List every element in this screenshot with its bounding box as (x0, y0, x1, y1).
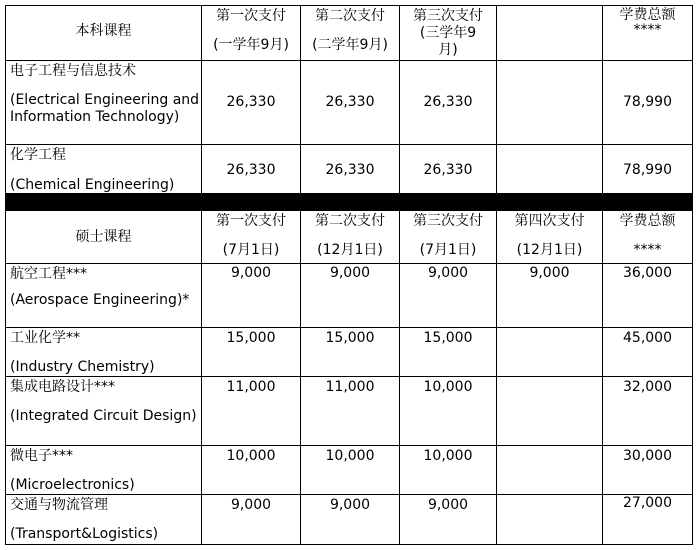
payment-label: 第二次支付 (315, 8, 385, 24)
course-cell (6, 328, 202, 377)
payment-value: 10,000 (423, 379, 473, 395)
course-name-cn: 集成电路设计*** (10, 379, 115, 395)
course-name-en: (Industry Chemistry) (10, 359, 155, 375)
payment-cell (301, 328, 400, 377)
total-cell (603, 328, 692, 377)
payment-cell (400, 495, 497, 544)
total-value: 36,000 (623, 265, 672, 281)
payment-value: 15,000 (226, 330, 276, 346)
payment-date: (12月1日) (516, 242, 583, 258)
masters-title: 硕士课程 (75, 229, 132, 245)
payment-cell (497, 145, 603, 194)
course-name-en: (Chemical Engineering) (10, 177, 175, 193)
total-cell (603, 264, 692, 328)
tuition-table (5, 5, 693, 545)
course-cell (6, 145, 202, 194)
total-value: 78,990 (623, 94, 672, 110)
payment-value: 15,000 (423, 330, 473, 346)
masters-total-header (603, 211, 692, 264)
masters-payment-header-1 (202, 211, 301, 264)
payment-label: 第二次支付 (315, 213, 385, 229)
course-name-cn: 化学工程 (10, 147, 66, 163)
payment-cell (202, 328, 301, 377)
payment-cell (301, 61, 400, 145)
payment-value: 26,330 (325, 94, 375, 110)
payment-cell (202, 145, 301, 194)
course-name-en: (Electrical Engineering and Information Technology) (10, 92, 200, 125)
payment-date: (三学年9 月) (419, 25, 477, 58)
section-divider (6, 194, 692, 211)
total-value: 45,000 (623, 330, 672, 346)
course-cell (6, 495, 202, 544)
payment-value: 11,000 (226, 379, 276, 395)
payment-cell (301, 446, 400, 495)
payment-label: 第三次支付 (413, 8, 483, 24)
total-stars: **** (633, 242, 662, 258)
course-name-cn: 工业化学** (10, 330, 80, 346)
total-cell (603, 145, 692, 194)
payment-value: 26,330 (226, 162, 276, 178)
payment-value: 10,000 (325, 448, 375, 464)
masters-payment-header-4 (497, 211, 603, 264)
masters-title-cell (6, 211, 202, 264)
total-value: 30,000 (623, 448, 672, 464)
payment-cell (497, 264, 603, 328)
payment-cell (400, 446, 497, 495)
undergrad-title: 本科课程 (75, 23, 132, 39)
payment-cell (497, 61, 603, 145)
payment-cell (301, 145, 400, 194)
total-cell (603, 61, 692, 145)
payment-date: (7月1日) (419, 242, 477, 258)
payment-cell (497, 377, 603, 446)
payment-cell (497, 328, 603, 377)
total-label: 学费总额 (619, 213, 676, 229)
total-cell (603, 446, 692, 495)
payment-value: 9,000 (230, 265, 272, 281)
payment-label: 第一次支付 (216, 8, 286, 24)
payment-cell (400, 328, 497, 377)
course-name-cn: 航空工程*** (10, 266, 87, 282)
total-label: 学费总额 (619, 7, 676, 23)
payment-cell (301, 264, 400, 328)
total-cell (603, 377, 692, 446)
course-name-en: (Aerospace Engineering)* (10, 292, 190, 308)
payment-label: 第四次支付 (514, 213, 585, 229)
course-name-en: (Microelectronics) (10, 477, 135, 493)
course-name-cn: 电子工程与信息技术 (10, 63, 136, 79)
course-name-cn: 交通与物流管理 (10, 497, 108, 513)
payment-date: (二学年9月) (312, 37, 388, 53)
masters-payment-header-2 (301, 211, 400, 264)
payment-date: (12月1日) (317, 242, 383, 258)
payment-value: 26,330 (423, 162, 473, 178)
undergrad-title-cell (6, 6, 202, 61)
payment-date: (一学年9月) (213, 37, 289, 53)
course-cell (6, 446, 202, 495)
payment-label: 第一次支付 (216, 213, 286, 229)
payment-cell (202, 495, 301, 544)
payment-cell (202, 377, 301, 446)
undergrad-empty-header (497, 6, 603, 61)
course-cell (6, 61, 202, 145)
payment-value: 15,000 (325, 330, 375, 346)
course-name-en: (Integrated Circuit Design) (10, 408, 197, 424)
payment-cell (202, 446, 301, 495)
course-cell (6, 377, 202, 446)
payment-cell (400, 61, 497, 145)
payment-value: 9,000 (230, 497, 272, 513)
undergrad-payment-header-1 (202, 6, 301, 61)
payment-cell (497, 446, 603, 495)
payment-label: 第三次支付 (413, 213, 483, 229)
undergrad-payment-header-3 (400, 6, 497, 61)
total-cell (603, 495, 692, 544)
undergrad-total-header (603, 6, 692, 61)
total-value: 78,990 (623, 162, 672, 178)
payment-value: 9,000 (529, 265, 570, 281)
payment-cell (497, 495, 603, 544)
payment-cell (400, 145, 497, 194)
payment-cell (400, 264, 497, 328)
payment-value: 26,330 (423, 94, 473, 110)
course-name-en: (Transport&Logistics) (10, 526, 159, 542)
payment-value: 9,000 (427, 497, 469, 513)
payment-value: 9,000 (329, 265, 371, 281)
payment-cell (301, 377, 400, 446)
payment-cell (400, 377, 497, 446)
total-stars: **** (633, 22, 662, 38)
payment-value: 9,000 (329, 497, 371, 513)
total-value: 27,000 (623, 495, 672, 511)
masters-payment-header-3 (400, 211, 497, 264)
payment-value: 10,000 (423, 448, 473, 464)
payment-cell (301, 495, 400, 544)
payment-value: 10,000 (226, 448, 276, 464)
payment-date: (7月1日) (222, 242, 280, 258)
course-cell (6, 264, 202, 328)
payment-value: 26,330 (226, 94, 276, 110)
payment-value: 26,330 (325, 162, 375, 178)
total-value: 32,000 (623, 379, 672, 395)
payment-value: 9,000 (427, 265, 469, 281)
course-name-cn: 微电子*** (10, 448, 73, 464)
payment-cell (202, 61, 301, 145)
undergrad-payment-header-2 (301, 6, 400, 61)
payment-value: 11,000 (325, 379, 375, 395)
payment-cell (202, 264, 301, 328)
